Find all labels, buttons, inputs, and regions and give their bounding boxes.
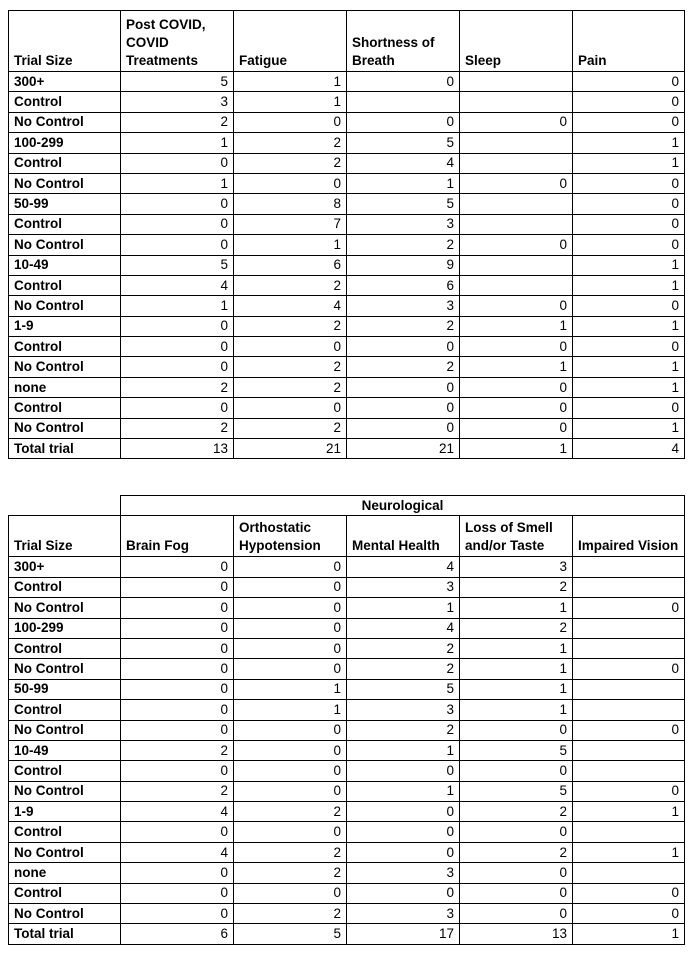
- row-label: 100-299: [9, 618, 121, 638]
- cell-value: 2: [234, 275, 347, 295]
- cell-value: [573, 740, 685, 760]
- cell-value: 0: [121, 618, 234, 638]
- row-label: 10-49: [9, 740, 121, 760]
- cell-value: 1: [573, 255, 685, 275]
- cell-value: 1: [234, 92, 347, 112]
- header-trial-size: Trial Size: [9, 11, 121, 72]
- symptom-table-general: [8, 10, 685, 459]
- row-label: 100-299: [9, 133, 121, 153]
- row-label: Control: [9, 761, 121, 781]
- cell-value: 3: [347, 700, 460, 720]
- cell-value: 0: [234, 598, 347, 618]
- cell-value: 0: [460, 173, 573, 193]
- cell-value: 2: [234, 863, 347, 883]
- cell-value: 1: [573, 275, 685, 295]
- cell-value: 0: [234, 112, 347, 132]
- table-row: [9, 398, 685, 418]
- row-label: No Control: [9, 720, 121, 740]
- cell-value: 0: [573, 214, 685, 234]
- cell-value: [460, 153, 573, 173]
- cell-value: 1: [573, 133, 685, 153]
- row-label: No Control: [9, 598, 121, 618]
- cell-value: 21: [234, 439, 347, 459]
- cell-value: 0: [460, 337, 573, 357]
- cell-value: 0: [460, 863, 573, 883]
- cell-value: 0: [234, 173, 347, 193]
- table-row: [9, 883, 685, 903]
- cell-value: 0: [234, 883, 347, 903]
- cell-value: 2: [347, 720, 460, 740]
- cell-value: 0: [573, 296, 685, 316]
- cell-value: 1: [460, 598, 573, 618]
- cell-value: 0: [121, 700, 234, 720]
- cell-value: 1: [460, 439, 573, 459]
- cell-value: 1: [460, 316, 573, 336]
- table-row: [9, 679, 685, 699]
- table-row: [9, 439, 685, 459]
- row-label: No Control: [9, 357, 121, 377]
- cell-value: 0: [460, 904, 573, 924]
- table-row: [9, 235, 685, 255]
- cell-value: 0: [121, 883, 234, 903]
- row-label: 10-49: [9, 255, 121, 275]
- header-trial-size: Trial Size: [9, 516, 121, 557]
- cell-value: 0: [460, 235, 573, 255]
- table-row: [9, 740, 685, 760]
- cell-value: 3: [460, 557, 573, 577]
- header-loss-of-smell-taste: Loss of Smell and/or Taste: [460, 516, 573, 557]
- cell-value: 8: [234, 194, 347, 214]
- table-row: [9, 153, 685, 173]
- row-label: Control: [9, 153, 121, 173]
- cell-value: 5: [121, 72, 234, 92]
- cell-value: 2: [121, 112, 234, 132]
- cell-value: 3: [347, 296, 460, 316]
- cell-value: 0: [347, 337, 460, 357]
- row-label: Control: [9, 700, 121, 720]
- cell-value: 1: [460, 700, 573, 720]
- cell-value: 0: [347, 842, 460, 862]
- cell-value: [460, 214, 573, 234]
- cell-value: 0: [573, 112, 685, 132]
- cell-value: 0: [347, 822, 460, 842]
- cell-value: 3: [121, 92, 234, 112]
- cell-value: 2: [234, 418, 347, 438]
- cell-value: [460, 275, 573, 295]
- table-row: [9, 802, 685, 822]
- cell-value: 2: [347, 235, 460, 255]
- cell-value: 3: [347, 863, 460, 883]
- cell-value: [347, 92, 460, 112]
- cell-value: 1: [573, 842, 685, 862]
- row-label: Control: [9, 92, 121, 112]
- cell-value: 0: [121, 153, 234, 173]
- cell-value: 0: [121, 214, 234, 234]
- row-label: 300+: [9, 72, 121, 92]
- cell-value: 1: [121, 173, 234, 193]
- cell-value: [573, 618, 685, 638]
- cell-value: [460, 255, 573, 275]
- cell-value: 1: [573, 316, 685, 336]
- cell-value: 1: [121, 296, 234, 316]
- cell-value: 0: [121, 679, 234, 699]
- header-impaired-vision: Impaired Vision: [573, 516, 685, 557]
- row-label: Control: [9, 337, 121, 357]
- table-body: [9, 557, 685, 944]
- cell-value: 2: [234, 377, 347, 397]
- cell-value: 0: [121, 398, 234, 418]
- cell-value: 3: [347, 904, 460, 924]
- cell-value: 5: [460, 740, 573, 760]
- cell-value: 6: [234, 255, 347, 275]
- table-row: [9, 659, 685, 679]
- cell-value: 1: [573, 153, 685, 173]
- cell-value: 1: [234, 700, 347, 720]
- row-label: No Control: [9, 842, 121, 862]
- cell-value: 4: [121, 842, 234, 862]
- row-label: No Control: [9, 904, 121, 924]
- row-label: No Control: [9, 659, 121, 679]
- cell-value: 1: [347, 781, 460, 801]
- cell-value: 6: [347, 275, 460, 295]
- cell-value: 1: [234, 235, 347, 255]
- row-label: Control: [9, 577, 121, 597]
- cell-value: 0: [347, 377, 460, 397]
- cell-value: 1: [121, 133, 234, 153]
- row-label: 300+: [9, 557, 121, 577]
- cell-value: 4: [121, 275, 234, 295]
- table-row: [9, 638, 685, 658]
- row-label: none: [9, 377, 121, 397]
- cell-value: 0: [347, 761, 460, 781]
- row-label: 1-9: [9, 802, 121, 822]
- cell-value: 0: [234, 781, 347, 801]
- cell-value: 0: [347, 72, 460, 92]
- table-row: [9, 316, 685, 336]
- header-mental-health: Mental Health: [347, 516, 460, 557]
- table-row: [9, 863, 685, 883]
- table-row: [9, 275, 685, 295]
- cell-value: 0: [234, 659, 347, 679]
- cell-value: 2: [234, 842, 347, 862]
- cell-value: 0: [234, 761, 347, 781]
- cell-value: 0: [573, 194, 685, 214]
- cell-value: 4: [347, 557, 460, 577]
- cell-value: 1: [573, 418, 685, 438]
- cell-value: 1: [460, 357, 573, 377]
- table-row: [9, 904, 685, 924]
- cell-value: 1: [347, 173, 460, 193]
- cell-value: 5: [121, 255, 234, 275]
- cell-value: 2: [460, 842, 573, 862]
- cell-value: 0: [460, 112, 573, 132]
- table-row: [9, 357, 685, 377]
- cell-value: 4: [234, 296, 347, 316]
- cell-value: 13: [121, 439, 234, 459]
- row-label: 50-99: [9, 679, 121, 699]
- table-row: [9, 214, 685, 234]
- cell-value: 0: [121, 357, 234, 377]
- cell-value: 0: [347, 802, 460, 822]
- cell-value: 0: [347, 883, 460, 903]
- cell-value: 0: [460, 720, 573, 740]
- header-sleep: Sleep: [460, 11, 573, 72]
- cell-value: 0: [460, 296, 573, 316]
- table-row: [9, 700, 685, 720]
- table-row: [9, 72, 685, 92]
- cell-value: 0: [121, 194, 234, 214]
- table-row: [9, 557, 685, 577]
- cell-value: 6: [121, 924, 234, 944]
- cell-value: 0: [121, 235, 234, 255]
- cell-value: 1: [573, 357, 685, 377]
- row-label: Control: [9, 638, 121, 658]
- row-label: Total trial: [9, 439, 121, 459]
- symptom-table-neurological: [8, 495, 685, 945]
- cell-value: [573, 761, 685, 781]
- cell-value: 0: [121, 659, 234, 679]
- row-label: Control: [9, 214, 121, 234]
- cell-value: 0: [573, 92, 685, 112]
- cell-value: 0: [573, 72, 685, 92]
- row-label: Control: [9, 822, 121, 842]
- table-row: [9, 377, 685, 397]
- table-row: [9, 418, 685, 438]
- table-row: [9, 842, 685, 862]
- cell-value: 0: [121, 863, 234, 883]
- cell-value: 0: [121, 337, 234, 357]
- cell-value: 2: [121, 377, 234, 397]
- cell-value: 0: [347, 112, 460, 132]
- cell-value: 9: [347, 255, 460, 275]
- cell-value: 2: [347, 659, 460, 679]
- table-body: [9, 72, 685, 459]
- cell-value: 0: [573, 337, 685, 357]
- cell-value: 4: [347, 153, 460, 173]
- cell-value: 13: [460, 924, 573, 944]
- cell-value: 0: [121, 822, 234, 842]
- cell-value: 0: [460, 418, 573, 438]
- cell-value: 2: [121, 740, 234, 760]
- cell-value: 2: [347, 316, 460, 336]
- cell-value: 0: [121, 577, 234, 597]
- cell-value: 0: [234, 398, 347, 418]
- row-label: Control: [9, 883, 121, 903]
- cell-value: 17: [347, 924, 460, 944]
- cell-value: 2: [234, 133, 347, 153]
- cell-value: [573, 700, 685, 720]
- cell-value: 0: [121, 638, 234, 658]
- cell-value: 0: [573, 598, 685, 618]
- cell-value: 2: [460, 802, 573, 822]
- cell-value: [460, 92, 573, 112]
- row-label: Total trial: [9, 924, 121, 944]
- cell-value: 1: [234, 679, 347, 699]
- cell-value: 0: [460, 883, 573, 903]
- cell-value: 0: [121, 904, 234, 924]
- cell-value: 0: [460, 377, 573, 397]
- cell-value: 0: [573, 659, 685, 679]
- table-row: [9, 761, 685, 781]
- row-label: No Control: [9, 296, 121, 316]
- table-row: [9, 337, 685, 357]
- cell-value: 21: [347, 439, 460, 459]
- header-row: [9, 516, 685, 557]
- cell-value: [460, 194, 573, 214]
- cell-value: 0: [573, 720, 685, 740]
- cell-value: 3: [347, 577, 460, 597]
- cell-value: 2: [460, 577, 573, 597]
- cell-value: 0: [234, 638, 347, 658]
- cell-value: 0: [460, 822, 573, 842]
- table-row: [9, 173, 685, 193]
- cell-value: 5: [460, 781, 573, 801]
- cell-value: 1: [460, 659, 573, 679]
- cell-value: 0: [234, 822, 347, 842]
- table-row: [9, 112, 685, 132]
- cell-value: 1: [460, 638, 573, 658]
- row-label: No Control: [9, 418, 121, 438]
- table-row: [9, 822, 685, 842]
- cell-value: [573, 557, 685, 577]
- cell-value: 0: [234, 557, 347, 577]
- cell-value: 1: [573, 377, 685, 397]
- header-orthostatic-hypotension: Orthostatic Hypotension: [234, 516, 347, 557]
- header-fatigue: Fatigue: [234, 11, 347, 72]
- cell-value: 1: [347, 598, 460, 618]
- cell-value: 0: [573, 904, 685, 924]
- cell-value: 0: [347, 418, 460, 438]
- cell-value: 3: [347, 214, 460, 234]
- cell-value: 0: [573, 781, 685, 801]
- header-shortness-of-breath: Shortness of Breath: [347, 11, 460, 72]
- cell-value: 7: [234, 214, 347, 234]
- cell-value: 2: [121, 781, 234, 801]
- cell-value: 0: [460, 761, 573, 781]
- table-row: [9, 924, 685, 944]
- table-row: [9, 598, 685, 618]
- cell-value: [460, 133, 573, 153]
- cell-value: 2: [347, 357, 460, 377]
- row-label: Control: [9, 275, 121, 295]
- cell-value: 2: [121, 418, 234, 438]
- cell-value: 1: [347, 740, 460, 760]
- table-row: [9, 577, 685, 597]
- cell-value: 5: [347, 194, 460, 214]
- cell-value: 5: [234, 924, 347, 944]
- table-row: [9, 296, 685, 316]
- cell-value: 0: [573, 173, 685, 193]
- group-header-neurological: Neurological: [121, 496, 685, 516]
- cell-value: 0: [121, 598, 234, 618]
- cell-value: 0: [234, 577, 347, 597]
- cell-value: 2: [234, 904, 347, 924]
- cell-value: 2: [234, 153, 347, 173]
- cell-value: [573, 822, 685, 842]
- cell-value: 0: [460, 398, 573, 418]
- cell-value: [573, 638, 685, 658]
- cell-value: 0: [573, 398, 685, 418]
- cell-value: 4: [573, 439, 685, 459]
- cell-value: 0: [121, 720, 234, 740]
- header-row: [9, 11, 685, 72]
- table-row: [9, 618, 685, 638]
- row-label: No Control: [9, 235, 121, 255]
- row-label: No Control: [9, 173, 121, 193]
- cell-value: 0: [234, 337, 347, 357]
- cell-value: 1: [573, 802, 685, 822]
- table-row: [9, 720, 685, 740]
- header-post-covid: Post COVID, COVID Treatments: [121, 11, 234, 72]
- cell-value: [573, 577, 685, 597]
- cell-value: 2: [347, 638, 460, 658]
- row-label: No Control: [9, 781, 121, 801]
- cell-value: 5: [347, 133, 460, 153]
- group-header-spacer: [9, 496, 121, 516]
- table-row: [9, 92, 685, 112]
- cell-value: [460, 72, 573, 92]
- cell-value: 0: [121, 557, 234, 577]
- table-row: [9, 255, 685, 275]
- cell-value: 0: [121, 761, 234, 781]
- cell-value: 0: [573, 883, 685, 903]
- row-label: No Control: [9, 112, 121, 132]
- cell-value: [573, 863, 685, 883]
- cell-value: 2: [460, 618, 573, 638]
- cell-value: 2: [234, 316, 347, 336]
- cell-value: 4: [347, 618, 460, 638]
- table-row: [9, 781, 685, 801]
- row-label: 1-9: [9, 316, 121, 336]
- cell-value: 0: [234, 720, 347, 740]
- cell-value: 2: [234, 802, 347, 822]
- cell-value: 0: [573, 235, 685, 255]
- cell-value: 0: [347, 398, 460, 418]
- table-row: [9, 133, 685, 153]
- cell-value: 0: [234, 618, 347, 638]
- table-row: [9, 194, 685, 214]
- cell-value: 1: [573, 924, 685, 944]
- cell-value: 1: [460, 679, 573, 699]
- header-brain-fog: Brain Fog: [121, 516, 234, 557]
- cell-value: 0: [234, 740, 347, 760]
- header-pain: Pain: [573, 11, 685, 72]
- cell-value: 1: [234, 72, 347, 92]
- row-label: Control: [9, 398, 121, 418]
- cell-value: [573, 679, 685, 699]
- cell-value: 5: [347, 679, 460, 699]
- cell-value: 2: [234, 357, 347, 377]
- cell-value: 4: [121, 802, 234, 822]
- row-label: none: [9, 863, 121, 883]
- row-label: 50-99: [9, 194, 121, 214]
- group-header-row: [9, 496, 685, 516]
- cell-value: 0: [121, 316, 234, 336]
